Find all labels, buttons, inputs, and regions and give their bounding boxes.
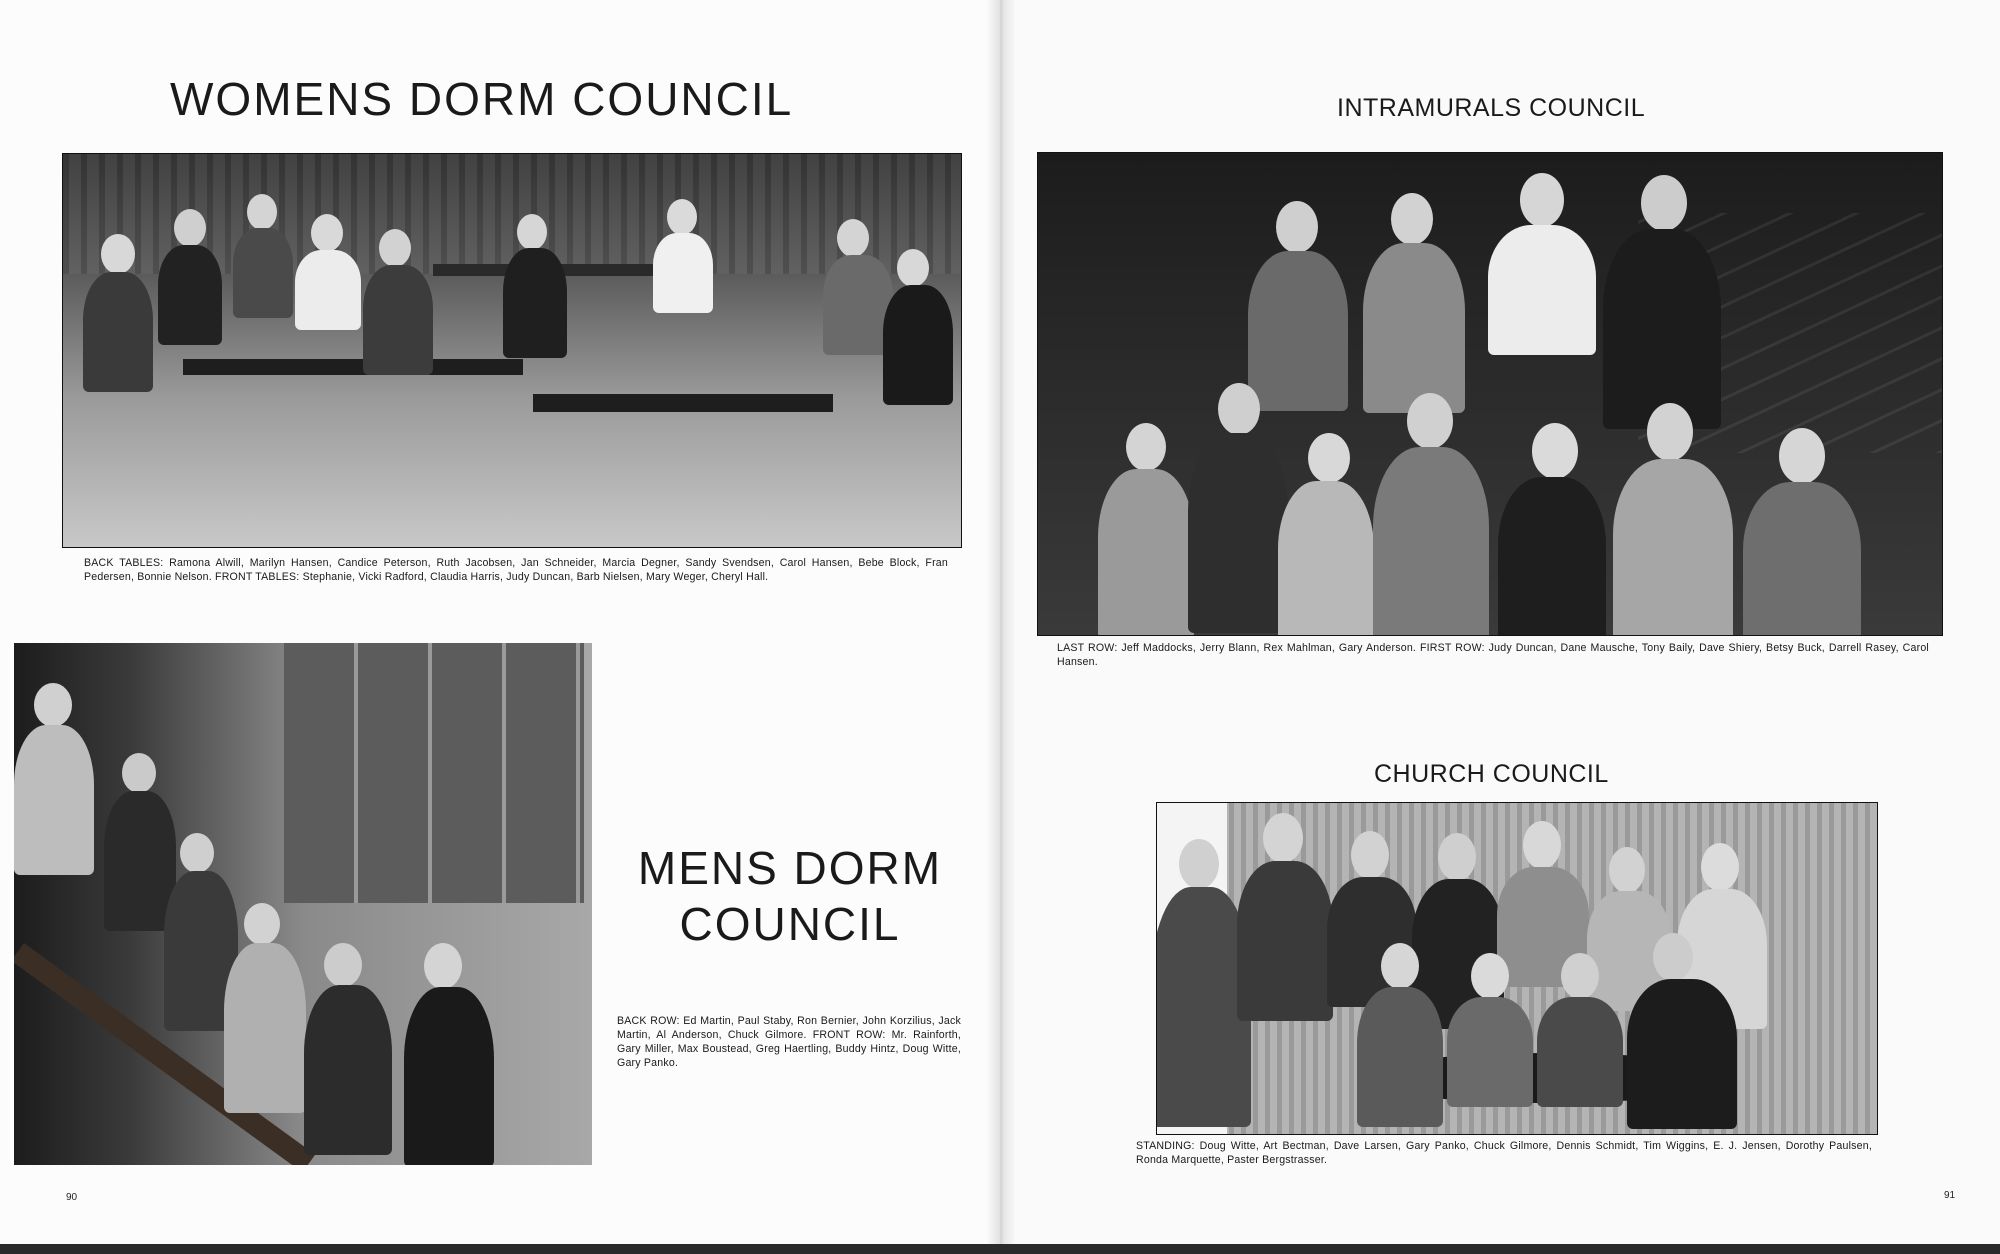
- womens-dorm-council-photo: [62, 153, 962, 548]
- church-council-photo: [1156, 802, 1878, 1135]
- right-page: [1000, 0, 2000, 1254]
- intramurals-council-caption: LAST ROW: Jeff Maddocks, Jerry Blann, Rex Mahlman, Gary Anderson. FIRST ROW: Judy Duncan, Dane Mausche, Tony Baily, Dave Shiery, Betsy Buck, Darrell Rasey, Carol Hansen.: [1057, 642, 1929, 668]
- page-bottom-edge: [0, 1244, 2000, 1254]
- mens-dorm-council-title: MENS DORM COUNCIL: [637, 842, 943, 950]
- mens-dorm-council-caption: BACK ROW: Ed Martin, Paul Staby, Ron Bernier, John Korzilius, Jack Martin, Al Anderson, Chuck Gilmore. FRONT ROW: Mr. Rainforth, Gary Miller, Max Boustead, Greg Haertling, Buddy Hintz, Doug Witte, Gary Panko.: [617, 1015, 961, 1069]
- church-council-title: CHURCH COUNCIL: [1374, 760, 1609, 788]
- page-number-right: 91: [1944, 1190, 1956, 1201]
- womens-dorm-council-caption: BACK TABLES: Ramona Alwill, Marilyn Hansen, Candice Peterson, Ruth Jacobsen, Jan Schneider, Marcia Degner, Sandy Svendsen, Carol Hansen, Bebe Block, Fran Pedersen, Bonnie Nelson. FRONT TABLES: Stephanie, Vicki Radford, Claudia Harris, Judy Duncan, Barb Nielsen, Mary Weger, Cheryl Hall.: [84, 557, 948, 583]
- intramurals-council-photo: [1037, 152, 1943, 636]
- womens-dorm-council-title: WOMENS DORM COUNCIL: [170, 73, 794, 125]
- intramurals-council-title: INTRAMURALS COUNCIL: [1337, 94, 1646, 122]
- page-number-left: 90: [66, 1192, 78, 1203]
- mens-dorm-council-photo: [14, 643, 592, 1165]
- book-gutter: [986, 0, 1016, 1254]
- church-council-caption: STANDING: Doug Witte, Art Bectman, Dave Larsen, Gary Panko, Chuck Gilmore, Dennis Schmidt, Tim Wiggins, E. J. Jensen, Dorothy Paulsen, Ronda Marquette, Paster Bergstrasser.: [1136, 1140, 1872, 1166]
